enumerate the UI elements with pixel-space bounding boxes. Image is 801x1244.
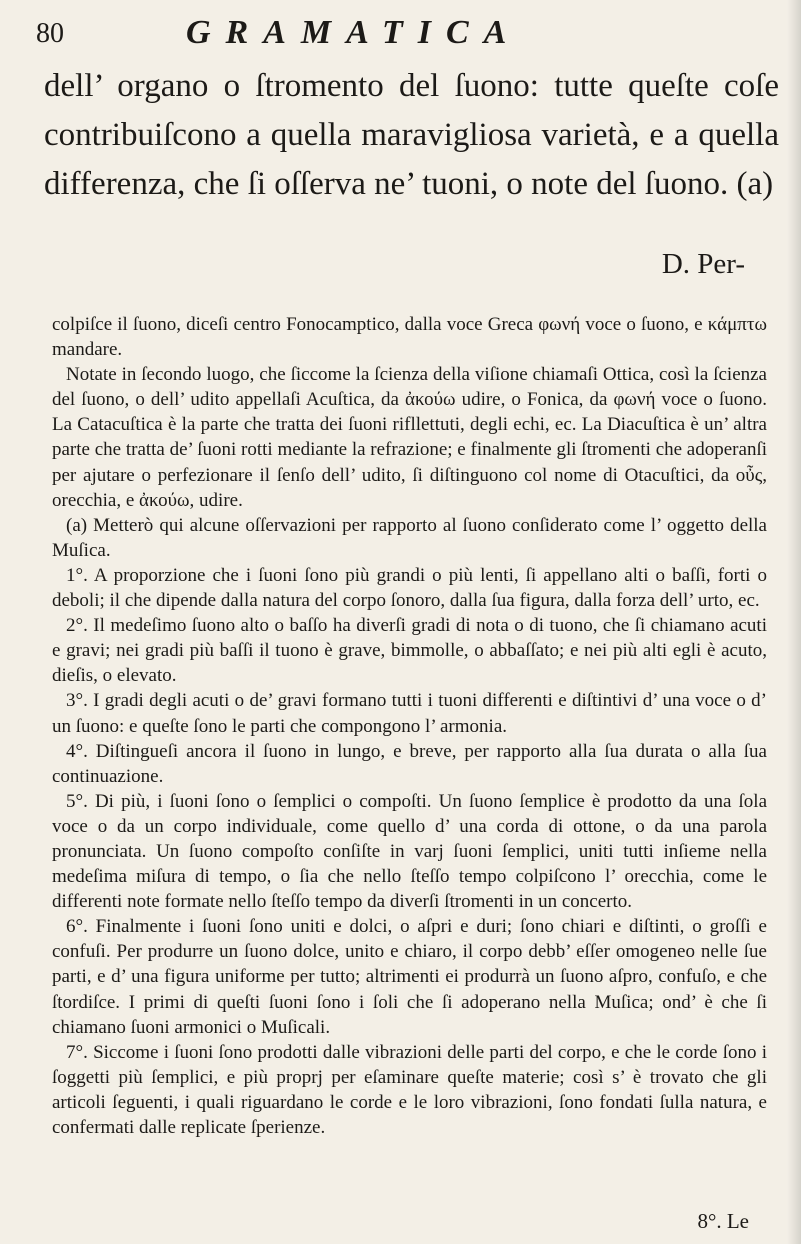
footnote-paragraph: (a) Metterò qui alcune oſſervazioni per rapporto al ſuono conſiderato come l’ oggetto della Muſica.: [52, 514, 767, 561]
footnote-paragraph: 1°. A proporzione che i ſuoni ſono più grandi o più lenti, ſi appellano alti o baſſi, forti o deboli; il che dipende dalla natura del corpo ſonoro, dalla ſua figura, dalla forza dell’ urto, ec.: [52, 564, 767, 612]
footnote-paragraph: 3°. I gradi degli acuti o de’ gravi formano tutti i tuoni differenti e diſtintivi d’ una voce o d’ un ſuono: e queſte ſono le parti che compongono l’ armonia.: [52, 690, 767, 737]
footnote-paragraph: Notate in ſecondo luogo, che ſiccome la ſcienza della viſione chiamaſi Ottica, così la ſcienza del ſuono, o dell’ udito appellaſi Acuſtica, da ἀκούω udire, o Fonica, da φωνή voce o ſuono. La Catacuſtica è la parte che tratta dei ſuoni rifllettuti, degli echi, ec. La Diacuſtica è un’ altra parte che tratta de’ ſuoni rotti mediante la refrazione; e finalmente gli ſtromenti che adoperanſi per ajutare o perfezionare il ſenſo dell’ udito, ſi diſtinguono col nome di Otacuſtici, da οὖς, orecchia, e ἀκούω, udire.: [52, 364, 767, 511]
footnote-paragraph: 4°. Diſtingueſi ancora il ſuono in lungo, e breve, per rapporto alla ſua durata o alla ſua continuazione.: [52, 740, 767, 787]
page-header: [36, 14, 761, 58]
page-edge-shadow: [787, 0, 801, 1244]
footer-catchword: 8°. Le: [697, 1209, 749, 1233]
page-number: 80: [36, 18, 64, 49]
footnote-paragraph: 5°. Di più, i ſuoni ſono o ſemplici o compoſti. Un ſuono ſemplice è prodotto da una ſola voce o da un corpo individuale, come quello d’ una corda di ottone, o da una parola pronunciata. Un ſuono compoſto conſiſte in varj ſuoni ſemplici, uniti tutti inſieme nella medeſima miſura di tempo, o ſia che nello ſteſſo tempo colpiſcono l’ orecchia, come le differenti note formate nello ſteſſo tempo da diverſi ſtromenti in un concerto.: [52, 790, 767, 913]
footnote-block: [52, 312, 767, 1140]
footnote-paragraph: 7°. Siccome i ſuoni ſono prodotti dalle vibrazioni delle parti del corpo, e che le corde ſono i ſoggetti più ſemplici, e più proprj per eſaminare queſte materie; così s’ è trovato che gli articoli ſeguenti, i quali riguardano le corde e le loro vibrazioni, ſono fondati ſulla natura, e confermati dalle replicate ſperienze.: [52, 1041, 767, 1138]
main-text: dell’ organo o ſtromento del ſuono: tutte queſte coſe contribuiſcono a quella maravigliosa varietà, e a quella differenza, che ſi oſſerva ne’ tuoni, o note del ſuono. (a): [44, 68, 779, 202]
footnote-paragraph: colpiſce il ſuono, diceſi centro Fonocamptico, dalla voce Greca φωνή voce o ſuono, e κάμπτω mandare.: [52, 314, 767, 361]
footnote-paragraph: 2°. Il medeſimo ſuono alto o baſſo ha diverſi gradi di nota o di tuono, che ſi chiamano acuti e gravi; nei gradi più baſſi il tuono è grave, bimmolle, o abbaſſato; e nei più alti egli è acuto, dieſis, o elevato.: [52, 615, 767, 687]
running-head: GRAMATICA: [186, 14, 522, 51]
footnote-paragraph: 6°. Finalmente i ſuoni ſono uniti e dolci, o aſpri e duri; ſono chiari e diſtinti, o groſſi e confuſi. Per produrre un ſuono dolce, unito e chiaro, il corpo debb’ eſſer omogeneo nelle ſue parti, e d’ una figura uniforme per tutto; altrimenti ei produrrà un ſuono aſpro, confuſo, e che ſtordiſce. I primi di queſti ſuoni ſono i ſoli che ſi adoperano nella Muſica; ond’ è che ſi chiamano ſuoni armonici o Muſicali.: [52, 916, 767, 1038]
catchword: D. Per-: [661, 248, 745, 280]
